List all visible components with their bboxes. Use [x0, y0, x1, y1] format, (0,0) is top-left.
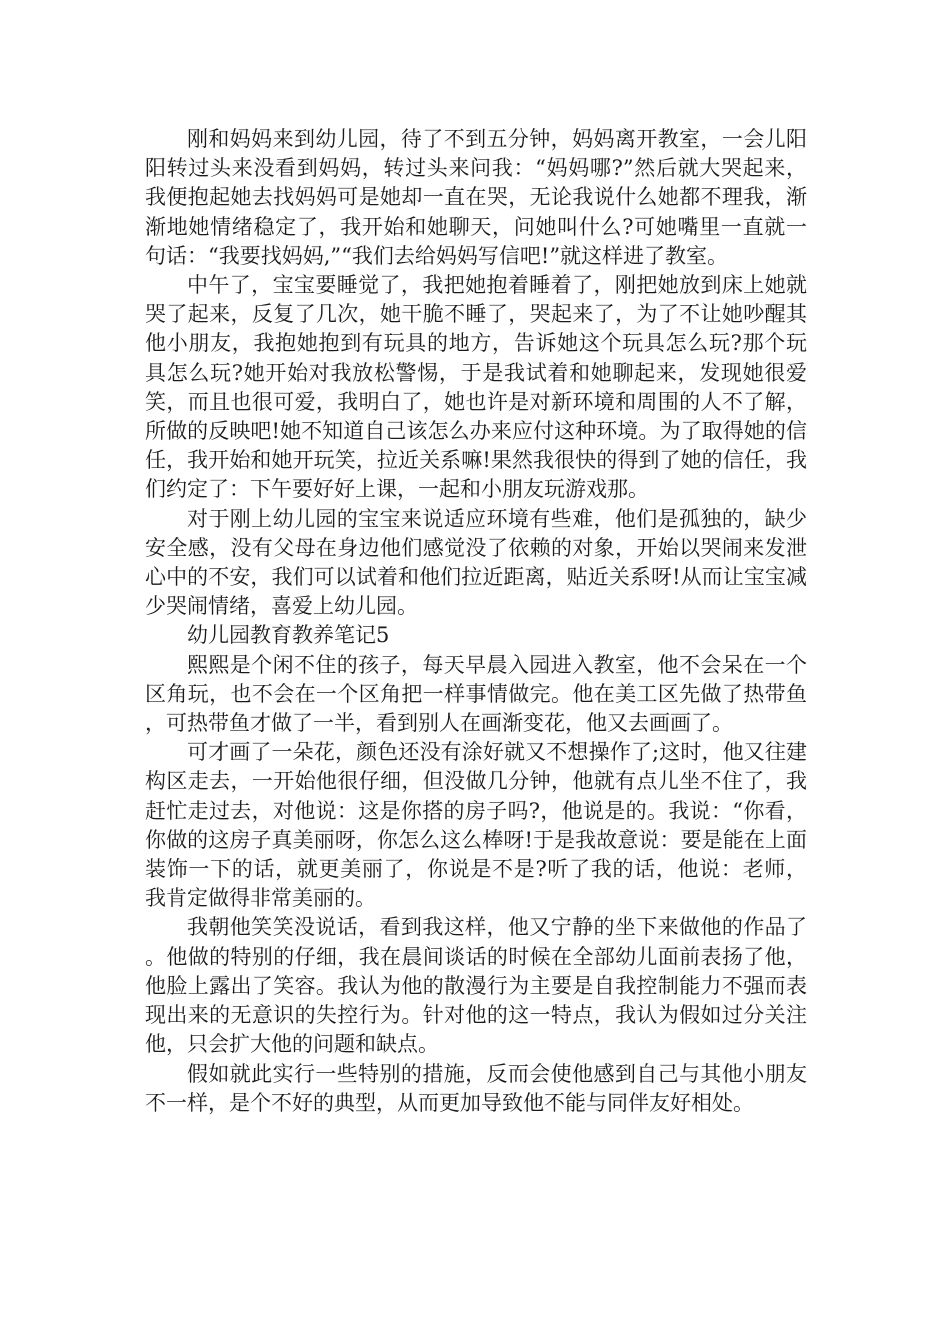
paragraph-5: 可才画了一朵花，颜色还没有涂好就又不想操作了;这时，他又往建构区走去，一开始他很仔细，但没做几分钟，他就有点儿坐不住了，我赶忙走过去，对他说：这是你搭的房子吗?，他说是的。我说：“你看，你做的这房子真美丽呀，你怎么这么棒呀!于是我故意说：要是能在上面装饰一下的话，就更美丽了，你说是不是?听了我的话，他说：老师，我肯定做得非常美丽的。	[145, 740, 807, 911]
paragraph-7: 假如就此实行一些特别的措施，反而会使他感到自己与其他小朋友不一样，是个不好的典型，从而更加导致他不能与同伴友好相处。	[145, 1061, 807, 1115]
paragraph-6: 我朝他笑笑没说话，看到我这样，他又宁静的坐下来做他的作品了。他做的特别的仔细，我在晨间谈话的时候在全部幼儿面前表扬了他，他脸上露出了笑容。我认为他的散漫行为主要是自我控制能力不强而表现出来的无意识的失控行为。针对他的这一特点，我认为假如过分关注他，只会扩大他的问题和缺点。	[145, 915, 807, 1057]
paragraph-3: 对于刚上幼儿园的宝宝来说适应环境有些难，他们是孤独的，缺少安全感，没有父母在身边他们感觉没了依赖的对象，开始以哭闹来发泄心中的不安，我们可以试着和他们拉近距离，贴近关系呀!从而让宝宝减少哭闹情绪，喜爱上幼儿园。	[145, 506, 807, 619]
paragraph-1: 刚和妈妈来到幼儿园，待了不到五分钟，妈妈离开教室，一会儿阳阳转过头来没看到妈妈，转过头来问我：“妈妈哪?”然后就大哭起来，我便抱起她去找妈妈可是她却一直在哭，无论我说什么她都不理我，渐渐地她情绪稳定了，我开始和她聊天，问她叫什么?可她嘴里一直就一句话：“我要找妈妈,”“我们去给妈妈写信吧!”就这样进了教室。	[145, 127, 807, 268]
paragraph-4: 熙熙是个闲不住的孩子，每天早晨入园进入教室，他不会呆在一个区角玩，也不会在一个区角把一样事情做完。他在美工区先做了热带鱼，可热带鱼才做了一半，看到别人在画渐变花，他又去画画了。	[145, 652, 807, 736]
document-page	[145, 125, 807, 1118]
paragraph-2: 中午了，宝宝要睡觉了，我把她抱着睡着了，刚把她放到床上她就哭了起来，反复了几次，她干脆不睡了，哭起来了，为了不让她吵醒其他小朋友，我抱她抱到有玩具的地方，告诉她这个玩具怎么玩?那个玩具怎么玩?她开始对我放松警惕，于是我试着和她聊起来，发现她很爱笑，而且也很可爱，我明白了，她也许是对新环境和周围的人不了解，所做的反映吧!她不知道自己该怎么办来应付这种环境。为了取得她的信任，我开始和她开玩笑，拉近关系嘛!果然我很快的得到了她的信任，我们约定了：下午要好好上课，一起和小朋友玩游戏那。	[145, 273, 807, 502]
section-heading: 幼儿园教育教养笔记5	[187, 623, 390, 648]
